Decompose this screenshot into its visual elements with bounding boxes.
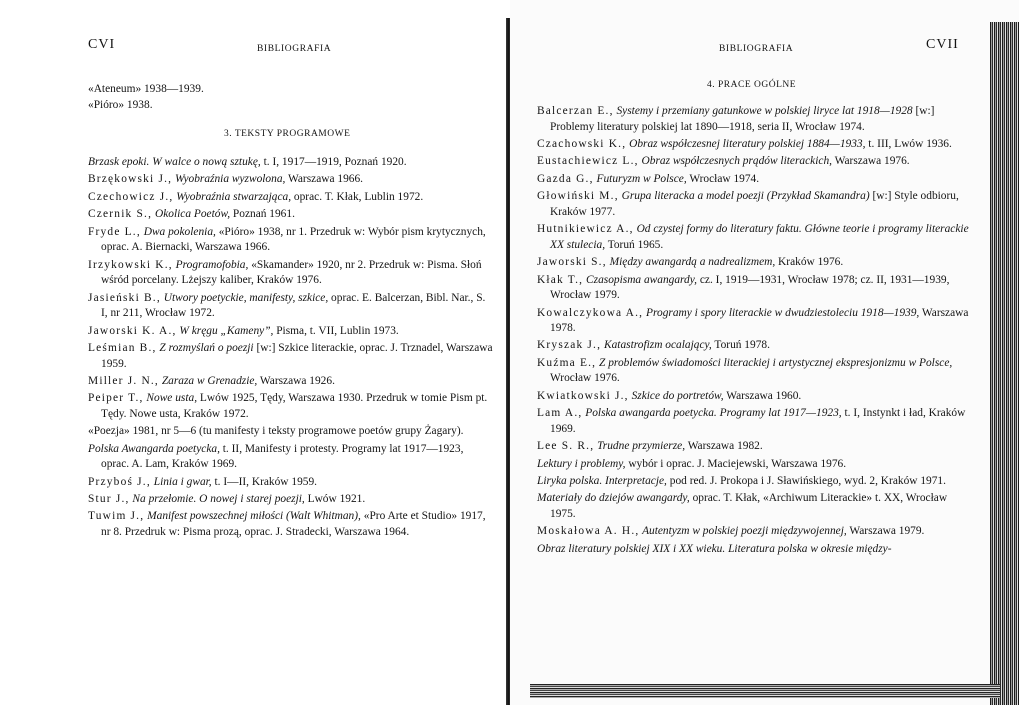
entry-details: t. II, Manifesty i protesty. Programy lat 1917—1923, oprac. A. Lam, Kraków 1969.: [101, 442, 464, 471]
entry-details: oprac. E. Balcerzan, Bibl. Nar., S. I, nr 211, Wrocław 1972.: [101, 291, 486, 320]
entry-title: Programofobia,: [172, 258, 249, 271]
entry-title: Od czystej formy do literatury faktu. Główne teorie i programy literackie XX stulecia,: [550, 223, 969, 251]
entry-details: t. I—II, Kraków 1959.: [211, 475, 318, 488]
entry-title: Trudne przymierze,: [594, 440, 686, 453]
entry-author: Balcerzan E.,: [537, 105, 614, 117]
bibliography-list: [537, 104, 969, 559]
bibliography-entry: [88, 341, 493, 372]
entry-title: Lektury i problemy,: [537, 457, 626, 470]
entry-details: t. I, Instynkt i ład, Kraków 1969.: [550, 407, 966, 435]
entry-title: Zaraza w Grenadzie,: [158, 374, 258, 387]
entry-details: Warszawa 1966.: [285, 173, 364, 186]
bibliography-entry: [88, 190, 493, 206]
entry-author: Gazda G.,: [537, 172, 594, 185]
entry-author: Czechowicz J.,: [88, 190, 174, 203]
entry-details: Warszawa 1976.: [832, 155, 910, 168]
bibliography-entry: [537, 474, 969, 490]
entry-author: Kryszak J.,: [537, 339, 602, 352]
entry-title: Wyobraźnia stwarzająca,: [173, 190, 292, 203]
entry-title: Manifest powszechnej miłości (Walt Whitman),: [144, 510, 361, 523]
entry-author: Irzykowski K.,: [88, 258, 173, 271]
entry-details: Toruń 1978.: [711, 339, 770, 352]
entry-author: Jaworski S.,: [537, 256, 607, 269]
bibliography-entry: [537, 542, 969, 558]
entry-author: Kłak T.,: [537, 273, 584, 286]
entry-details: Warszawa 1979.: [846, 525, 925, 538]
entry-title: Katastrofizm ocalający,: [601, 339, 712, 352]
entry-details: Wrocław 1976.: [550, 372, 620, 385]
entry-details: [w:] Problemy literatury polskiej lat 1890—1918, seria II, Wrocław 1974.: [550, 105, 935, 133]
entry-details: Pisma, t. VII, Lublin 1973.: [273, 324, 399, 337]
entry-author: Fryde L.,: [88, 225, 141, 238]
entry-details: [w:] Style odbioru, Kraków 1977.: [550, 190, 959, 218]
page-edges-bottom: [530, 684, 1000, 698]
entry-author: Czernik S.,: [88, 208, 153, 221]
right-page: [510, 0, 1019, 705]
bibliography-entry: [537, 491, 969, 522]
entry-details: cz. I, 1919—1931, Wrocław 1978; cz. II, 1931—1939, Wrocław 1979.: [550, 273, 950, 302]
entry-title: Obraz współczesnej literatury polskiej 1884—1933,: [626, 137, 866, 150]
bibliography-entry: [537, 189, 969, 220]
entry-title: Futuryzm w Polsce,: [593, 172, 687, 185]
entry-author: Kwiatkowski J.,: [537, 389, 629, 402]
left-page: [0, 0, 506, 705]
bibliography-entry: [88, 391, 493, 422]
entry-details: Toruń 1965.: [605, 238, 664, 251]
entry-details: Kraków 1976.: [775, 256, 844, 269]
bibliography-entry: [537, 406, 969, 437]
entry-author: Jaworski K. A.,: [88, 324, 177, 337]
entry-title: Autentyzm w polskiej poezji międzywojennej,: [639, 525, 847, 538]
page-number: CVI: [88, 37, 116, 52]
bibliography-entry: [537, 222, 969, 253]
entry-details: oprac. T. Kłak, Lublin 1972.: [291, 190, 424, 203]
bibliography-entry: [88, 475, 493, 491]
bibliography-entry: [537, 439, 969, 455]
bibliography-entry: [537, 306, 969, 337]
entry-title: Wyobraźnia wyzwolona,: [172, 173, 286, 186]
entry-title: Utwory poetyckie, manifesty, szkice,: [160, 291, 329, 304]
entry-title: Na przełomie. O nowej i starej poezji,: [129, 493, 305, 506]
intro-line: «Pióro» 1938.: [88, 98, 153, 111]
entry-details: «Pro Arte et Studio» 1917, nr 8. Przedruk w: Pisma prozą, oprac. J. Stradecki, Warszawa 1964.: [101, 510, 486, 539]
entry-author: Stur J.,: [88, 493, 130, 506]
entry-author: Hutnikiewicz A.,: [537, 223, 634, 236]
entry-details: Warszawa 1978.: [550, 306, 969, 335]
bibliography-entry: [537, 137, 969, 153]
entry-details: Poznań 1961.: [230, 208, 295, 221]
entry-author: Eustachiewicz L.,: [537, 155, 639, 168]
bibliography-entry: [88, 258, 493, 289]
entry-title: Dwa pokolenia,: [140, 225, 216, 238]
entry-title: Czasopisma awangardy,: [583, 273, 698, 286]
entry-details: oprac. T. Kłak, «Archiwum Literackie» t. XX, Wrocław 1975.: [550, 492, 948, 520]
entry-title: Brzask epoki. W walce o nową sztukę,: [88, 156, 261, 168]
entry-title: Polska awangarda poetycka. Programy lat 1917—1923,: [582, 407, 842, 420]
entry-details: Lwów 1925, Tędy, Warszawa 1930. Przedruk w tomie Pism pt. Tędy. Nowe usta, Kraków 1972.: [101, 392, 488, 420]
bibliography-list: [88, 155, 493, 542]
entry-details: wybór i oprac. J. Maciejewski, Warszawa 1976.: [625, 457, 847, 470]
bibliography-entry: [88, 225, 493, 256]
entry-details: [w:] Szkice literackie, oprac. J. Trznadel, Warszawa 1959.: [101, 341, 493, 370]
entry-details: Warszawa 1982.: [685, 440, 763, 453]
bibliography-entry: [88, 374, 493, 390]
entry-title: Programy i spory literackie w dwudziestoleciu 1918—1939,: [643, 306, 920, 319]
entry-details: t. I, 1917—1919, Poznań 1920.: [260, 156, 407, 168]
entry-title: Liryka polska. Interpretacje,: [537, 475, 667, 488]
entry-author: Peiper T.,: [88, 392, 144, 405]
bibliography-entry: [537, 524, 969, 540]
entry-author: Leśmian B.,: [88, 341, 157, 354]
bibliography-entry: [537, 172, 969, 188]
entry-title: Systemy i przemiany gatunkowe w polskiej liryce lat 1918—1928: [613, 105, 913, 117]
entry-details: t. III, Lwów 1936.: [865, 137, 952, 150]
entry-details: Warszawa 1960.: [723, 389, 802, 402]
entry-details: «Skamander» 1920, nr 2. Przedruk w: Pisma. Słoń wśród porcelany. Lżejszy kaliber, Kraków 1976.: [101, 258, 482, 287]
running-head: BIBLIOGRAFIA: [719, 44, 794, 54]
entry-author: Kowalczykowa A.,: [537, 306, 644, 319]
bibliography-entry: [88, 492, 493, 508]
page-number: CVII: [926, 37, 959, 52]
intro-lines: [88, 82, 204, 113]
entry-details: «Poezja» 1981, nr 5—6 (tu manifesty i teksty programowe poetów grupy Żagary).: [88, 425, 464, 438]
bibliography-entry: [537, 338, 969, 354]
bibliography-entry: [88, 424, 493, 440]
entry-author: Głowiński M.,: [537, 190, 619, 203]
bibliography-entry: [88, 509, 493, 540]
running-head: BIBLIOGRAFIA: [257, 44, 332, 54]
entry-title: Obraz współczesnych prądów literackich,: [638, 155, 832, 168]
section-heading: 3. TEKSTY PROGRAMOWE: [224, 129, 351, 139]
entry-author: Lee S. R.,: [537, 440, 595, 453]
entry-title: Linia i gwar,: [150, 475, 212, 488]
bibliography-entry: [537, 457, 969, 473]
bibliography-entry: [88, 172, 493, 188]
bibliography-entry: [537, 255, 969, 271]
entry-author: Tuwim J.,: [88, 510, 145, 523]
entry-title: Nowe usta,: [143, 392, 198, 405]
entry-details: pod red. J. Prokopa i J. Sławińskiego, wyd. 2, Kraków 1971.: [666, 475, 946, 488]
bibliography-entry: [537, 104, 969, 135]
entry-title: Z problemów świadomości literackiej i artystycznej ekspresjonizmu w Polsce,: [596, 356, 953, 369]
bibliography-entry: [537, 273, 969, 304]
entry-author: Miller J. N.,: [88, 374, 159, 387]
intro-line: «Ateneum» 1938—1939.: [88, 83, 204, 95]
bibliography-entry: [537, 389, 969, 405]
entry-details: Wrocław 1974.: [686, 172, 760, 185]
entry-author: Lam A.,: [537, 407, 583, 420]
entry-author: Przyboś J.,: [88, 475, 151, 488]
section-heading: 4. PRACE OGÓLNE: [707, 80, 797, 90]
entry-title: Z rozmyślań o poezji: [156, 341, 254, 354]
entry-title: Polska Awangarda poetycka,: [88, 442, 220, 455]
entry-details: Lwów 1921.: [304, 493, 366, 506]
bibliography-entry: [537, 356, 969, 387]
page-edges-right: [990, 22, 1019, 705]
entry-title: Między awangardą a nadrealizmem,: [606, 256, 776, 269]
bibliography-entry: [537, 154, 969, 170]
entry-author: Czachowski K.,: [537, 137, 627, 150]
bibliography-entry: [88, 324, 493, 340]
bibliography-entry: [88, 291, 493, 322]
entry-details: «Pióro» 1938, nr 1. Przedruk w: Wybór pism krytycznych, oprac. A. Biernacki, Warszawa 1966.: [101, 225, 486, 254]
entry-author: Brzękowski J.,: [88, 173, 173, 186]
bibliography-entry: [88, 442, 493, 473]
entry-title: Okolica Poetów,: [152, 208, 231, 221]
entry-title: Materiały do dziejów awangardy,: [537, 492, 690, 505]
entry-title: Szkice do portretów,: [628, 389, 724, 402]
entry-title: W kręgu „Kameny”,: [176, 324, 274, 337]
entry-title: Obraz literatury polskiej XIX i XX wieku. Literatura polska w okresie między-: [537, 542, 892, 555]
bibliography-entry: [88, 207, 493, 223]
entry-author: Kuźma E.,: [537, 356, 597, 369]
entry-title: Grupa literacka a model poezji (Przykład Skamandra): [618, 190, 870, 203]
entry-author: Moskałowa A. H.,: [537, 525, 640, 538]
entry-author: Jasieński B.,: [88, 291, 161, 304]
entry-details: Warszawa 1926.: [257, 374, 335, 387]
bibliography-entry: [88, 155, 493, 171]
